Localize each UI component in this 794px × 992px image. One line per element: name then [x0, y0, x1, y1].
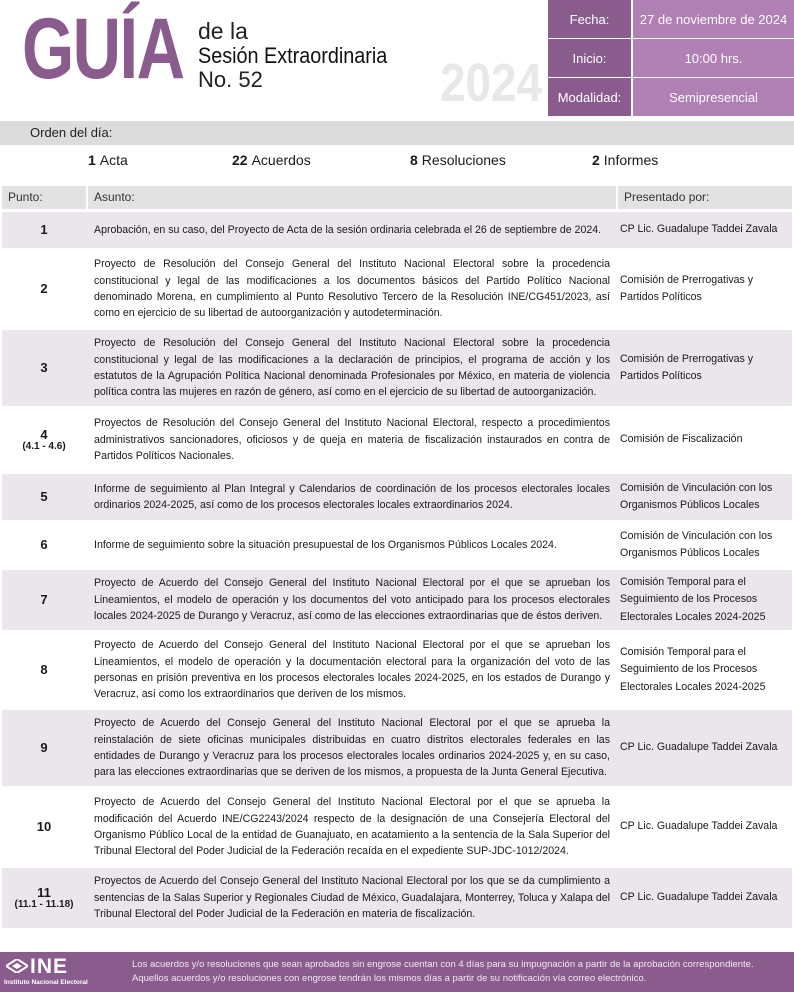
- count-actas: [88, 152, 128, 168]
- table-row: [2, 251, 792, 327]
- meta-value: 10:00 hrs.: [633, 39, 794, 77]
- subtitle-line1: de la: [198, 18, 248, 44]
- table-row: [2, 570, 792, 630]
- agenda-label: Orden del día:: [0, 121, 794, 145]
- footer-note-line2: Aquellos acuerdos y/o resoluciones con engrose tendrán los mismos días a partir de su notificación vía correo electrónico.: [132, 973, 647, 984]
- row-presenter: Comisión de Vinculación con los Organismos Públicos Locales: [620, 481, 773, 511]
- row-presenter: CP Lic. Guadalupe Taddei Zavala: [620, 891, 778, 904]
- column-header-punto: Punto:: [2, 186, 86, 209]
- row-number: 4 (4.1 - 4.6): [2, 428, 86, 452]
- footer-note: [120, 958, 754, 986]
- footer-bar: [0, 952, 794, 992]
- table-row: [2, 789, 792, 865]
- table-row: [2, 474, 792, 520]
- row-number: 10: [36, 819, 52, 835]
- count-number: 2: [592, 152, 600, 168]
- row-subject: Informe de seguimiento sobre la situación presupuestal de los Organismos Públicos Locales 2024.: [94, 538, 557, 551]
- meta-row-modality: [548, 78, 794, 116]
- count-number: 8: [410, 152, 418, 168]
- row-subject: Aprobación, en su caso, del Proyecto de Acta de la sesión ordinaria celebrada el 26 de septiembre de 2024.: [94, 223, 602, 236]
- ine-emblem-icon: [6, 959, 28, 973]
- table-row: [2, 330, 792, 406]
- row-presenter: Comisión de Prerrogativas y Partidos Políticos: [620, 352, 754, 382]
- meta-row-start: [548, 39, 794, 77]
- row-presenter: CP Lic. Guadalupe Taddei Zavala: [620, 820, 778, 833]
- subtitle-line2: Sesión Extraordinaria: [198, 43, 388, 68]
- row-subject: Proyecto de Acuerdo del Consejo General del Instituto Nacional Electoral por el que se aprueban los Lineamientos, el modelo de operación y la documentación electoral para la organización del voto de las personas en prisión preventiva en los procesos electorales locales 2024-2025, en los estados de Durango y Veracruz, así como los extraordinarios que deriven de los mismos.: [94, 639, 610, 701]
- meta-value: 27 de noviembre de 2024: [633, 0, 794, 38]
- row-subject: Proyecto de Acuerdo del Consejo General del Instituto Nacional Electoral por el que se aprueban los Lineamientos, el modelo de operación y los documentos del voto anticipado para los procesos electorales locales 2024-2025 de Durango y Veracruz, así como de las elecciones extraordinarias que de éstos deriven.: [94, 577, 610, 623]
- row-number: 8: [40, 662, 48, 678]
- guide-title: GUÍA: [22, 1, 184, 97]
- row-presenter: Comisión Temporal para el Seguimiento de los Procesos Electorales Locales 2024-2025: [620, 575, 766, 623]
- count-number: 22: [232, 152, 248, 168]
- count-acuerdos: [232, 152, 311, 168]
- ine-logo-text: INE: [30, 955, 69, 978]
- count-label: Informes: [603, 152, 659, 168]
- column-header-asunto: Asunto:: [88, 186, 616, 209]
- row-subrange: (4.1 - 4.6): [22, 440, 66, 452]
- ine-logo-subtext: Instituto Nacional Electoral: [4, 979, 88, 986]
- row-subject: Proyecto de Resolución del Consejo General del Instituto Nacional Electoral sobre la procedencia constitucional y legal de las modificaciones a los documentos básicos del Partido Político Nacional denominado Morena, en cumplimiento al Punto Resolutivo Tercero de la Resolución INE/CG451/2023, así como en ejercicio de su libertad de autoorganización y autodeterminación.: [94, 258, 610, 320]
- row-subject: Informe de seguimiento al Plan Integral y Calendarios de coordinación de los procesos electorales locales ordinarios 2024-2025, así como de los procesos electorales locales extraordinarios 2024.: [94, 482, 610, 511]
- row-number: 6: [40, 537, 48, 553]
- table-row: [2, 409, 792, 471]
- ine-logo: [0, 952, 120, 992]
- meta-label: Fecha:: [548, 0, 631, 38]
- count-informes: [592, 152, 658, 168]
- row-subrange: (11.1 - 11.18): [14, 898, 74, 910]
- footer-note-line1: Los acuerdos y/o resoluciones que sean aprobados sin engrose cuentan con 4 días para su impugnación a partir de la aprobación correspondiente.: [132, 959, 754, 971]
- count-label: Acuerdos: [251, 152, 311, 168]
- row-presenter: Comisión de Fiscalización: [620, 433, 743, 446]
- meta-value: Semipresencial: [633, 78, 794, 116]
- meta-label: Modalidad:: [548, 78, 631, 116]
- meta-label: Inicio:: [548, 39, 631, 77]
- row-presenter: Comisión de Prerrogativas y Partidos Políticos: [620, 273, 754, 303]
- row-subject: Proyectos de Resolución del Consejo General del Instituto Nacional Electoral, respecto a procedimientos administrativos sancionadores, oficiosos y de queja en materia de fiscalización instaurados en contra de Partidos Políticos Nacionales.: [94, 417, 610, 463]
- row-presenter: Comisión de Vinculación con los Organismos Públicos Locales: [620, 529, 773, 559]
- year-watermark: 2024: [440, 53, 543, 113]
- row-number: 7: [40, 592, 48, 608]
- table-row: [2, 633, 792, 707]
- meta-row-date: [548, 0, 794, 38]
- row-number: 11 (11.1 - 11.18): [2, 886, 86, 910]
- count-label: Acta: [99, 152, 128, 168]
- agenda-counts: [0, 147, 794, 175]
- row-number: 5: [40, 489, 48, 505]
- count-number: 1: [88, 152, 96, 168]
- row-presenter: CP Lic. Guadalupe Taddei Zavala: [620, 741, 778, 754]
- table-header: [2, 186, 792, 209]
- session-number: No. 52: [198, 67, 263, 92]
- row-subject: Proyecto de Acuerdo del Consejo General del Instituto Nacional Electoral por el que se aprueba la reinstalación de siete oficinas municipales distribuidas en cuatro distritos electorales federales en las entidades de Durango y Veracruz para los procesos electorales locales ordinarios 2024-2025 y, en su caso, para las elecciones extraordinarias que se deriven de los mismos, a propuesta de la Junta General Ejecutiva.: [94, 717, 610, 779]
- row-number: 1: [40, 222, 48, 238]
- count-resoluciones: [410, 152, 506, 168]
- table-row: [2, 212, 792, 248]
- session-meta: [548, 0, 794, 117]
- table-row: [2, 868, 792, 928]
- table-row: [2, 523, 792, 567]
- row-subject: Proyectos de Acuerdo del Consejo General del Instituto Nacional Electoral por los que se da cumplimiento a sentencias de la Salas Superior y Regionales Ciudad de México, Guadalajara, Monterrey, Toluca y Xalapa del Tribunal Electoral del Poder Judicial de la Federación en materia de fiscalización.: [94, 875, 610, 921]
- row-number: 9: [40, 740, 48, 756]
- row-number: 3: [40, 360, 48, 376]
- column-header-presentado: Presentado por:: [618, 186, 792, 209]
- table-row: [2, 710, 792, 786]
- count-label: Resoluciones: [421, 152, 506, 168]
- document-header: [0, 0, 794, 118]
- row-subject: Proyecto de Resolución del Consejo General del Instituto Nacional Electoral sobre la procedencia constitucional y legal de las modificaciones a la declaración de principios, el programa de acción y los estatutos de la Agrupación Política Nacional denominada Profesionales por México, en materia de violencia política contra las mujeres en razón de género, así como en el ejercicio de su libertad de autoorganización.: [94, 337, 610, 399]
- row-presenter: CP Lic. Guadalupe Taddei Zavala: [620, 223, 778, 236]
- row-subject: Proyecto de Acuerdo del Consejo General del Instituto Nacional Electoral por el que se aprueba la modificación del Acuerdo INE/CG2243/2024 respecto de la designación de una Consejería Electoral del Organismo Público Local de la entidad de Guanajuato, en acatamiento a la sentencia de la Sala Superior del Tribunal Electoral del Poder Judicial de la Federación recaída en el expediente SUP-JDC-1012/2024.: [94, 796, 610, 858]
- session-subtitle: [198, 20, 408, 91]
- row-presenter: Comisión Temporal para el Seguimiento de los Procesos Electorales Locales 2024-2025: [620, 645, 766, 693]
- row-number: 2: [40, 281, 48, 297]
- agenda-table: [2, 186, 792, 931]
